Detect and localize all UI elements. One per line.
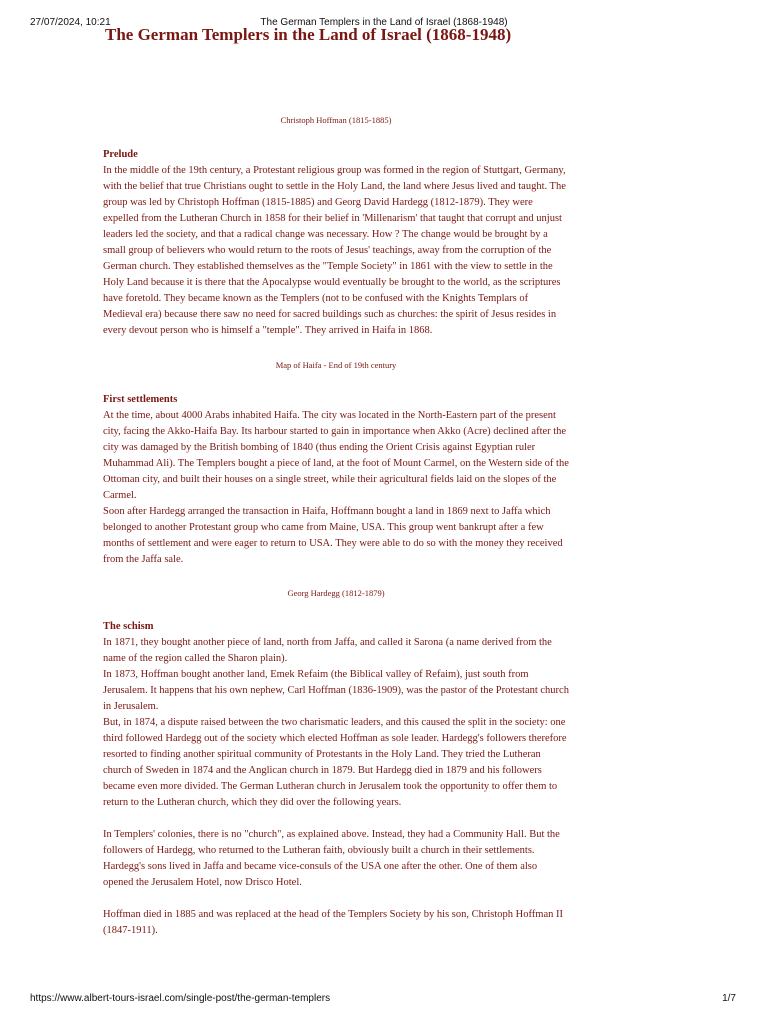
paragraph: Soon after Hardegg arranged the transaction in Haifa, Hoffmann bought a land in 1869 next to Jaffa which belonged to another Protestant group who came from Maine, USA. This group went bankrupt after a few months of settlement and were eager to return to USA. They were able to do so with the money they received from the Jaffa sale.: [103, 506, 563, 565]
paragraph: In Templers' colonies, there is no "church", as explained above. Instead, they had a Community Hall. But the followers of Hardegg, who returned to the Lutheran faith, obviously built a church in their settlements. Hardegg's sons lived in Jaffa and became vice-consuls of the USA one after the other. One of them also opened the Jerusalem Hotel, now Drisco Hotel.: [103, 829, 560, 888]
section-heading-schism: The schism: [103, 621, 154, 632]
section-prelude: [103, 147, 569, 339]
image-caption-hardegg: Georg Hardegg (1812-1879): [287, 588, 385, 598]
image-caption-map: Map of Haifa - End of 19th century: [275, 360, 397, 370]
paragraph: But, in 1874, a dispute raised between the two charismatic leaders, and this caused the split in the society: one third followed Hardegg out of the society which elected Hoffman as sole leader. Hardegg's followers therefore resorted to finding another spiritual community of Protestants in the Holy Land. They tried the Lutheran church of Sweden in 1874 and the Anglican church in 1879. But Hardegg died in 1879 and his followers became even more divided. The German Lutheran church in Jerusalem took the opportunity to offer them to return to the Lutheran church, which they did over the following years.: [103, 717, 567, 808]
section-heading-first-settlements: First settlements: [103, 394, 178, 405]
print-date: 27/07/2024, 10:21: [30, 17, 111, 28]
paragraph: In 1873, Hoffman bought another land, Emek Refaim (the Biblical valley of Refaim), just south from Jerusalem. It happens that his own nephew, Carl Hoffman (1836-1909), was the pastor of the Protestant church in Jerusalem.: [103, 669, 569, 712]
paragraph: In 1871, they bought another piece of land, north from Jaffa, and called it Sarona (a name derived from the name of the region called the Sharon plain).: [103, 637, 552, 664]
paragraph-spacer: [103, 811, 569, 827]
print-page-title: The German Templers in the Land of Israel (1868-1948): [260, 17, 508, 28]
paragraph-spacer: [103, 891, 569, 907]
article-body: [103, 24, 569, 939]
article-title: The German Templers in the Land of Israel (1868-1948): [105, 25, 512, 44]
section-schism: [103, 619, 569, 939]
section-heading-prelude: Prelude: [103, 149, 138, 160]
paragraph: In the middle of the 19th century, a Protestant religious group was formed in the region of Stuttgart, Germany, with the belief that true Christians ought to settle in the Holy Land, the land where Jesus lived and taught. The group was led by Christoph Hoffman (1815-1885) and Georg David Hardegg (1812-1879). They were expelled from the Lutheran Church in 1858 for their belief in 'Millenarism' that taught that corrupt and unjust leaders led the society, and that a radical change was necessary. How ? The change would be brought by a small group of believers who would return to the roots of Jesus' teachings, away from the corruption of the German church. They established themselves as the "Temple Society" in 1861 with the view to settle in the Holy Land because it is there that the Apocalypse would eventually be brought to the world, as the scriptures have foretold. They became known as the Templers (not to be confused with the Knights Templars of Medieval era) because there saw no need for sacred buildings such as churches: the spirit of Jesus resides in every devout person who is himself a "temple". They arrived in Haifa in 1868.: [103, 165, 566, 336]
paragraph: At the time, about 4000 Arabs inhabited Haifa. The city was located in the North-Eastern part of the present city, facing the Akko-Haifa Bay. Its harbour started to gain in importance when Akko (Acre) declined after the city was damaged by the British bombing of 1840 (thus ending the Orient Crisis against Egyptian ruler Muhammad Ali). The Templers bought a piece of land, at the foot of Mount Carmel, on the Western side of the Ottoman city, and built their houses on a single street, while their agricultural fields laid on the slopes of the Carmel.: [103, 410, 569, 501]
print-footer: [30, 993, 738, 1007]
page-number: 1/7: [722, 993, 736, 1004]
page-url: https://www.albert-tours-israel.com/single-post/the-german-templers: [30, 993, 331, 1004]
section-first-settlements: [103, 392, 569, 568]
image-caption-hoffman: Christoph Hoffman (1815-1885): [280, 115, 392, 125]
paragraph: Hoffman died in 1885 and was replaced at the head of the Templers Society by his son, Christoph Hoffman II (1847-1911).: [103, 909, 563, 936]
